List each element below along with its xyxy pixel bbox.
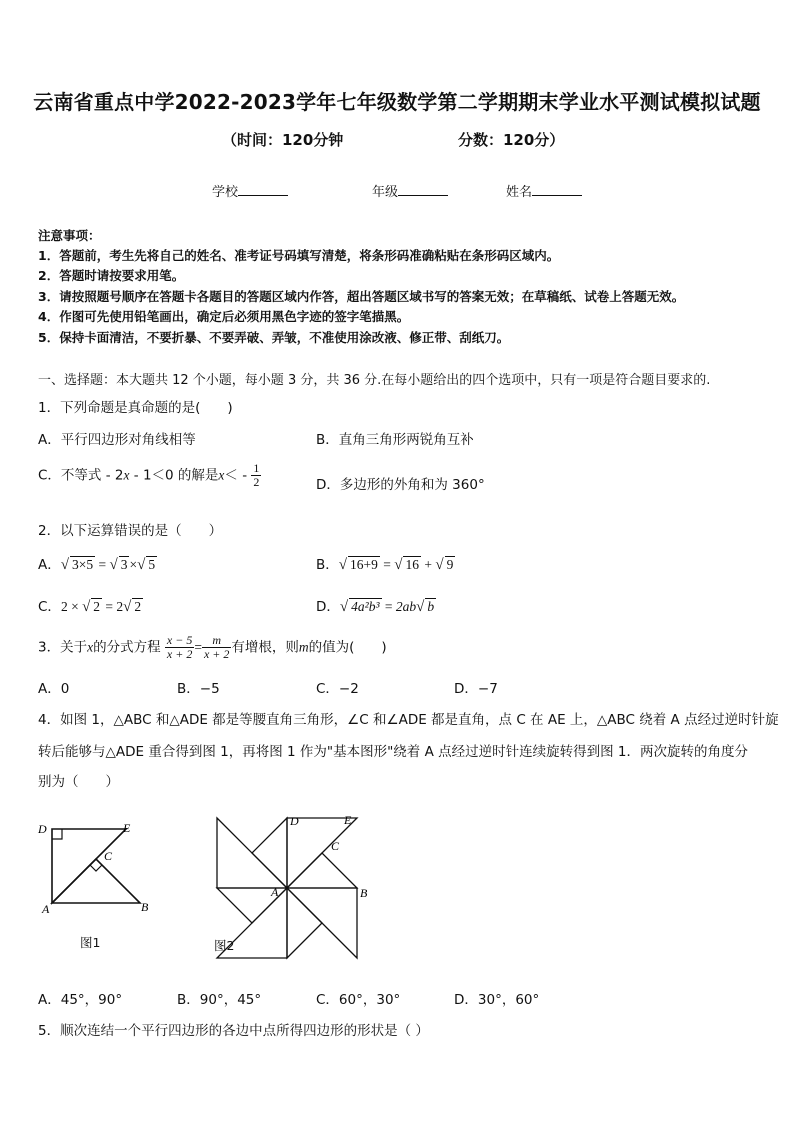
q4-stem-line1: 4．如图 1，△ABC 和△ADE 都是等腰直角三角形，∠C 和∠ADE 都是直角，点 C 在 AE 上，△ABC 绕着 A 点经过逆时针旋	[38, 712, 779, 728]
notes-heading: 注意事项：	[38, 228, 101, 243]
q3-option-a: A．0	[38, 681, 70, 697]
q1-c-var-x: x	[123, 467, 130, 483]
q1-option-d: D．多边形的外角和为 360°	[316, 477, 485, 493]
name-blank	[532, 183, 582, 196]
note-item: 5．保持卡面清洁，不要折暴、不要弄破、弄皱，不准使用涂改液、修正带、刮纸刀。	[38, 330, 510, 345]
q3-fraction-right: $\frac{m}{x + 2}$	[203, 633, 230, 661]
q4-option-a: A．45°，90°	[38, 992, 123, 1008]
q4-option-d: D．30°，60°	[454, 992, 540, 1008]
point-label: B	[360, 886, 368, 900]
name-label: 姓名	[506, 185, 533, 200]
q2-option-a: A．√ 3×5 = √ 3 ×√ 5	[38, 557, 156, 573]
q2-option-d: D．√ 4a²b³ = 2ab√ b	[316, 599, 435, 615]
q2-stem: 2．以下运算错误的是（ ）	[38, 523, 223, 539]
pinwheel-triangle	[287, 853, 357, 888]
name-field	[506, 181, 582, 200]
school-field	[212, 181, 288, 200]
q1-c-prefix: C．不等式 - 2	[38, 467, 124, 484]
q1-option-a: A．平行四边形对角线相等	[38, 432, 196, 448]
figure-1-caption: 图1	[80, 935, 101, 950]
section-heading: 一、选择题：本大题共 12 个小题，每小题 3 分，共 36 分.在每小题给出的四个选项中，只有一项是符合题目要求的.	[38, 373, 711, 388]
q1-c-lt: ＜ -	[224, 467, 248, 484]
grade-blank	[398, 183, 448, 196]
pinwheel-triangle	[287, 888, 322, 958]
school-blank	[238, 183, 288, 196]
grade-label: 年级	[372, 185, 399, 200]
q4-stem-line2: 转后能够与△ADE 重合得到图 1，再将图 1 作为"基本图形"绕着 A 点经过逆时针连续旋转得到图 1．两次旋转的角度分	[38, 744, 749, 760]
note-item: 4．作图可先使用铅笔画出，确定后必须用黑色字迹的签字笔描黑。	[38, 309, 410, 324]
figure-1	[30, 815, 160, 915]
exam-title: 云南省重点中学2022-2023学年七年级数学第二学期期末学业水平测试模拟试题	[33, 90, 761, 114]
point-label: A	[271, 885, 279, 899]
exam-time: （时间：120分钟	[222, 131, 344, 149]
q3-stem: 3．关于x的分式方程 $\frac{x - 5}{x + 2}$ = $\frac{m}{x + 2}$ 有增根，则m的值为( )	[38, 633, 387, 661]
q2-option-b: B．√ 16+9 = √ 16 + √ 9	[316, 557, 454, 573]
point-label: D	[290, 814, 299, 828]
q1-c-var-x: x	[218, 467, 225, 483]
point-label: A	[42, 902, 50, 915]
q1-c-fraction: $\frac{1}{2}$	[253, 461, 260, 489]
point-label: D	[38, 822, 47, 836]
exam-score: 分数：120分）	[458, 131, 565, 149]
q4-option-b: B．90°，45°	[177, 992, 262, 1008]
figure-2-caption: 图2	[214, 938, 235, 953]
grade-field	[372, 181, 448, 200]
note-item: 2．答题时请按要求用笔。	[38, 268, 185, 283]
q4-stem-line3: 别为（ ）	[38, 774, 119, 790]
q1-option-c	[38, 462, 261, 489]
q1-c-mid: - 1＜0 的解是	[129, 467, 219, 484]
note-item: 3．请按照题号顺序在答题卡各题目的答题区域内作答，超出答题区域书写的答案无效；在草稿纸、试卷上答题无效。	[38, 289, 685, 304]
point-label: E	[123, 821, 131, 835]
point-label: C	[331, 839, 340, 853]
q1-stem: 1．下列命题是真命题的是( )	[38, 400, 233, 416]
point-label: C	[104, 849, 113, 863]
q3-option-c: C．−2	[316, 681, 359, 697]
q2-option-c: C．2 × √ 2 = 2√ 2	[38, 599, 142, 615]
q4-option-c: C．60°，30°	[316, 992, 401, 1008]
q5-stem: 5．顺次连结一个平行四边形的各边中点所得四边形的形状是（ ）	[38, 1023, 429, 1039]
q3-option-d: D．−7	[454, 681, 498, 697]
point-label: E	[344, 813, 352, 827]
q3-option-b: B．−5	[177, 681, 220, 697]
note-item: 1．答题前，考生先将自己的姓名、准考证号码填写清楚，将条形码准确粘贴在条形码区域内。	[38, 248, 560, 263]
school-label: 学校	[212, 185, 239, 200]
pinwheel-triangle	[252, 818, 287, 888]
q1-option-b: B．直角三角形两锐角互补	[316, 432, 474, 448]
q3-fraction-left: $\frac{x - 5}{x + 2}$	[166, 633, 193, 661]
point-label: B	[141, 900, 149, 914]
